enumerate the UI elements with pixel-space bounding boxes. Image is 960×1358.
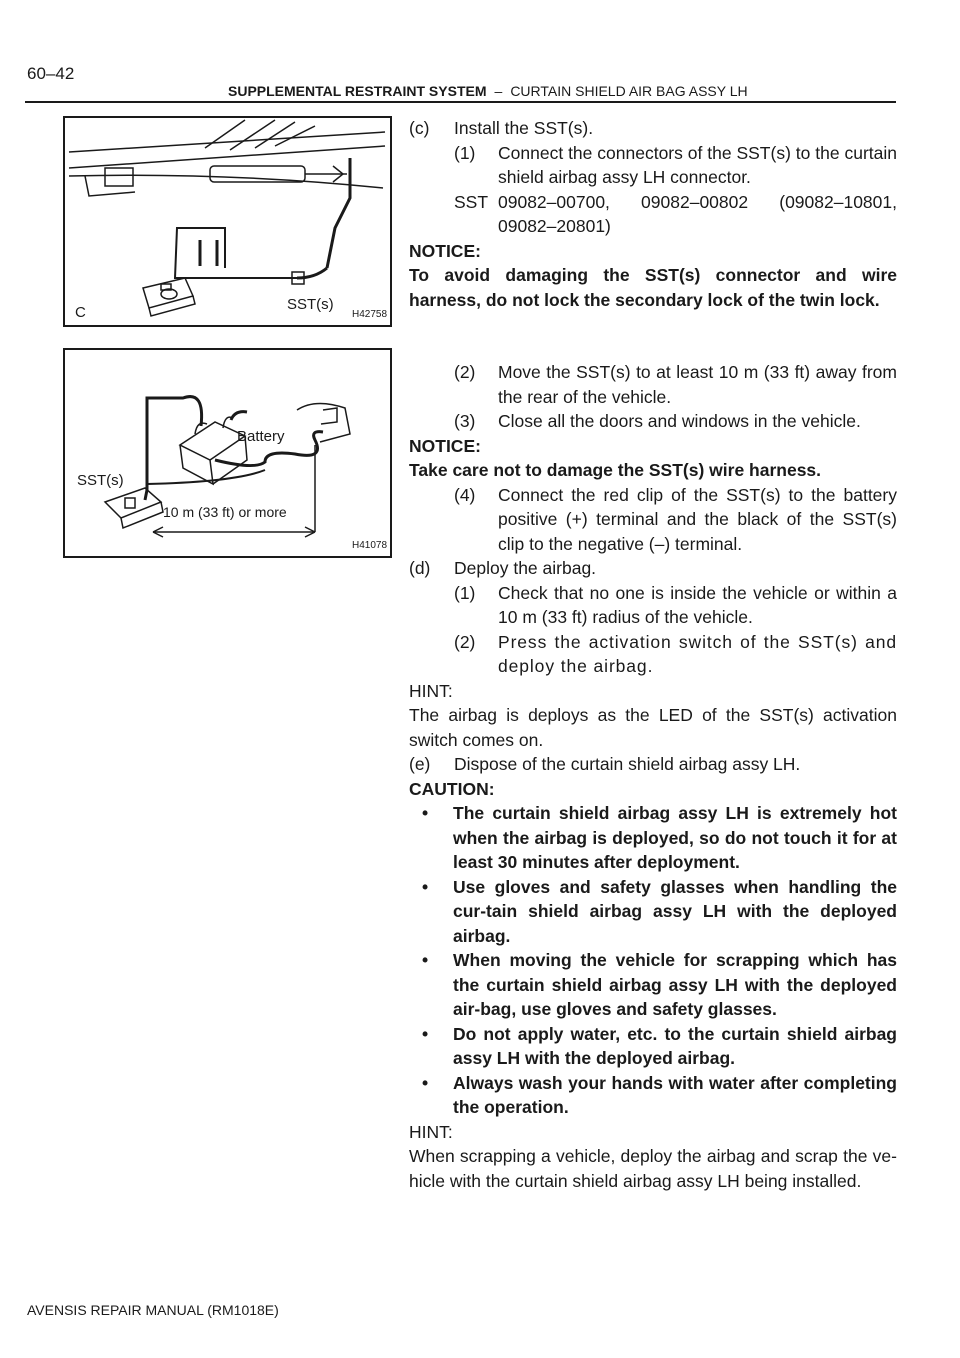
notice2-title: NOTICE: — [409, 435, 481, 456]
caution-item — [409, 875, 897, 949]
figure1-sst-label: SST(s) — [287, 296, 334, 313]
step-label: (2) — [454, 362, 476, 382]
notice1-title: NOTICE: — [409, 240, 481, 261]
step-text: Move the SST(s) to at least 10 m (33 ft) away from the rear of the vehicle. — [498, 362, 897, 407]
figure1-code: H42758 — [352, 309, 388, 320]
step-text: Install the SST(s). — [454, 118, 594, 138]
page-header — [228, 83, 748, 99]
sst-connection-illustration — [65, 118, 390, 325]
sst-distance-illustration — [65, 350, 390, 556]
notice1-text: To avoid damaging the SST(s) connector and wire harness, do not lock the secondary lock of the twin lock. — [409, 265, 897, 310]
step-label: (2) — [454, 631, 476, 652]
header-section: CURTAIN SHIELD AIR BAG ASSY LH — [510, 83, 748, 99]
sst-text: 09082–00700, 09082–00802 (09082–10801, 09082–20801) — [498, 191, 897, 236]
step-d — [409, 556, 897, 581]
manual-footer: AVENSIS REPAIR MANUAL (RM1018E) — [27, 1302, 279, 1318]
figure2-sst-label: SST(s) — [77, 472, 124, 489]
step-c1 — [409, 141, 897, 190]
step-d2 — [409, 630, 897, 679]
caution-item — [409, 801, 897, 875]
figure2-distance-label: 10 m (33 ft) or more — [163, 504, 287, 520]
step-e — [409, 752, 897, 777]
step-text: Connect the connectors of the SST(s) to the curtain shield airbag assy LH connector. — [498, 142, 897, 187]
figure-sst-distance — [63, 348, 392, 558]
step-text: Check that no one is inside the vehicle or within a 10 m (33 ft) radius of the vehicle. — [498, 582, 897, 627]
figure-sst-connection — [63, 116, 392, 327]
step-label: (3) — [454, 411, 476, 431]
hint1-text: The airbag is deploys as the LED of the SST(s) activation switch comes on. — [409, 705, 897, 750]
hint2-text: When scrapping a vehicle, deploy the airbag and scrap the ve-hicle with the curtain shield airbag assy LH being installed. — [409, 1146, 897, 1191]
step-text: Press the activation switch of the SST(s) and deploy the airbag. — [498, 631, 897, 676]
bullet-icon: • — [422, 1023, 429, 1044]
sst-numbers — [409, 190, 897, 239]
procedure-text — [409, 116, 897, 1193]
bullet-icon: • — [422, 803, 429, 823]
step-text: Dispose of the curtain shield airbag assy LH. — [454, 754, 801, 774]
bullet-icon: • — [422, 876, 429, 897]
caution-text: When moving the vehicle for scrapping which has the curtain shield airbag assy LH with the deployed air-bag, use gloves and safety glasses. — [453, 950, 897, 1019]
step-label: (e) — [409, 754, 431, 774]
hint1-title: HINT: — [409, 680, 453, 701]
caution-text: The curtain shield airbag assy LH is extremely hot when the airbag is deployed, so do not touch it for at least 30 minutes after deployment. — [453, 803, 897, 872]
caution-text: Do not apply water, etc. to the curtain shield airbag assy LH with the deployed airbag. — [453, 1023, 897, 1068]
figure2-code: H41078 — [352, 540, 388, 551]
hint2-title: HINT: — [409, 1121, 453, 1142]
caution-text: Use gloves and safety glasses when handling the cur-tain shield airbag assy LH with the deployed airbag. — [453, 876, 897, 946]
step-label: (4) — [454, 484, 476, 505]
header-separator: – — [494, 83, 503, 99]
caution-title: CAUTION: — [409, 778, 495, 799]
sst-label: SST — [454, 191, 489, 212]
bullet-icon: • — [422, 1072, 429, 1093]
step-label: (1) — [454, 142, 476, 163]
step-c3 — [409, 409, 897, 434]
step-c — [409, 116, 897, 141]
caution-item — [409, 948, 897, 1022]
step-text: Deploy the airbag. — [454, 558, 597, 578]
header-system: SUPPLEMENTAL RESTRAINT SYSTEM — [228, 83, 487, 99]
step-text: Close all the doors and windows in the vehicle. — [498, 411, 861, 431]
page-number: 60–42 — [27, 64, 75, 83]
figure1-corner-label: C — [75, 304, 86, 321]
step-label: (1) — [454, 582, 476, 603]
step-c2 — [409, 360, 897, 409]
figure2-battery-label: Battery — [237, 428, 285, 445]
header-rule — [25, 101, 896, 103]
step-text: Connect the red clip of the SST(s) to the battery positive (+) terminal and the black of the SST(s) clip to the negative (–) terminal. — [498, 484, 897, 554]
caution-text: Always wash your hands with water after completing the operation. — [453, 1072, 897, 1117]
caution-item — [409, 1022, 897, 1071]
caution-item — [409, 1071, 897, 1120]
notice2-text: Take care not to damage the SST(s) wire harness. — [409, 460, 822, 480]
spacer — [409, 312, 897, 360]
step-d1 — [409, 581, 897, 630]
step-label: (c) — [409, 118, 430, 138]
bullet-icon: • — [422, 950, 429, 970]
step-label: (d) — [409, 558, 431, 578]
step-c4 — [409, 483, 897, 557]
